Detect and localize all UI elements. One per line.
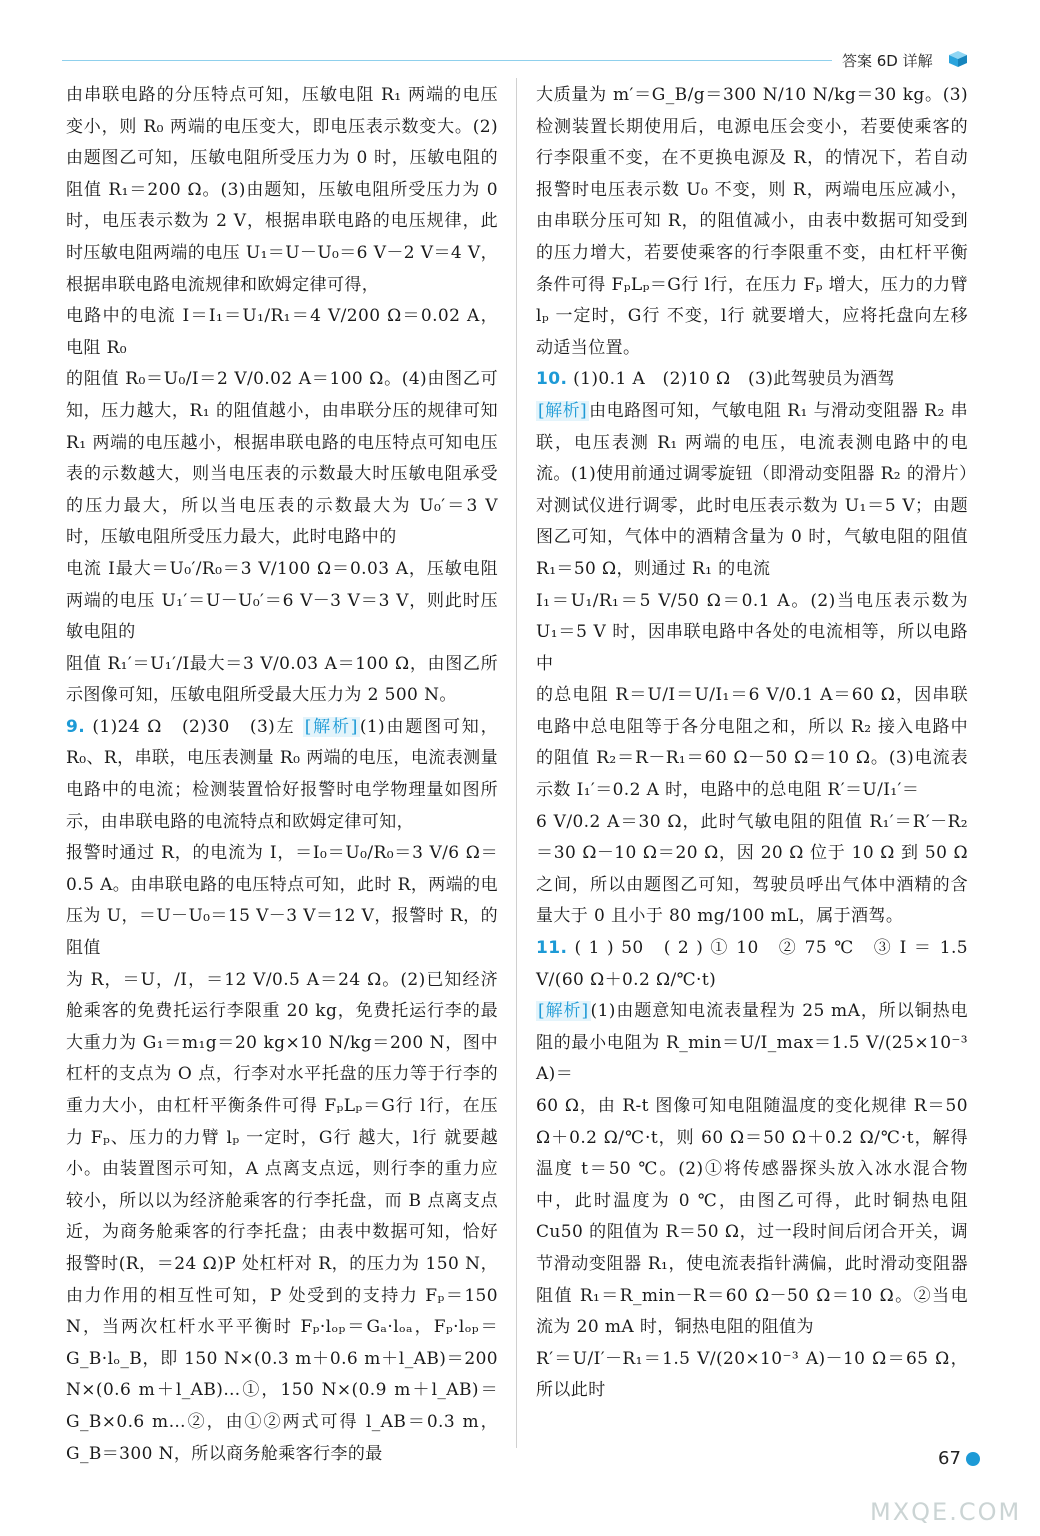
cube-icon [948,50,968,68]
paragraph: 电流 I最大＝U₀′/R₀＝3 V/100 Ω＝0.03 A，压敏电阻两端的电压 U₁′＝U－U₀′＝6 V－3 V＝3 V，则此时压敏电阻的 [66,558,498,643]
question-10 [536,364,968,396]
analysis-tag: [解析] [538,1001,589,1022]
paragraph: 阻值 R₁′＝U₁′/I最大＝3 V/0.03 A＝100 Ω，由图乙所示图像可知，压敏电阻所受最大压力为 2 500 N。 [66,653,498,706]
paragraph: 的总电阻 R＝U/I＝U/I₁＝6 V/0.1 A＝60 Ω，因串联电路中总电阻等于各分电阻之和，所以 R₂ 接入电路中的阻值 R₂＝R－R₁＝60 Ω－50 Ω＝10 Ω。(3)电流表示数 I₁′＝0.2 A 时，电路中的总电阻 R′＝U/I₁′＝ [536,685,968,801]
left-column [66,80,498,1470]
analysis-block [536,996,968,1091]
analysis-tag: [解析] [538,400,588,421]
paragraph: 6 V/0.2 A＝30 Ω，此时气敏电阻的阻值 R₁′＝R′－R₂＝30 Ω－10 Ω＝20 Ω，因 20 Ω 位于 10 Ω 到 50 Ω 之间，所以由题图乙可知，驾驶员呼出气体中酒精的含量大于 0 且小于 80 mg/100 mL，属于酒驾。 [536,811,968,927]
header-rule [62,60,832,61]
question-11 [536,933,968,996]
question-answers: ( 1 ) 50 ( 2 ) ① 10 ② 75 ℃ ③ I ＝ 1.5 V/(60 Ω＋0.2 Ω/℃·t) [536,938,968,990]
question-answers: (1)24 Ω (2)30 (3)左 [92,716,296,737]
analysis-block [536,396,968,586]
question-number: 11. [536,938,568,959]
question-number: 10. [536,369,568,390]
analysis-text: (1)由题意知电流表量程为 25 mA，所以铜热电阻的最小电阻为 R_min＝U/I_max＝1.5 V/(25×10⁻³ A)＝ [536,1001,968,1085]
question-number: 9. [66,716,86,737]
paragraph: 报警时通过 R，的电流为 I，＝I₀＝U₀/R₀＝3 V/6 Ω＝0.5 A。由串联电路的电压特点可知，此时 R，两端的电压为 U，＝U－U₀＝15 V－3 V＝12 V，报警时 R，的阻值 [66,843,498,959]
page-dot-icon [966,1452,980,1466]
question-9 [66,712,498,838]
paragraph: 60 Ω，由 R-t 图像可知电阻随温度的变化规律 R＝50 Ω＋0.2 Ω/℃·t，则 60 Ω＝50 Ω＋0.2 Ω/℃·t，解得温度 t＝50 ℃。(2)①将传感器探头放入冰水混合物中，此时温度为 0 ℃，由图乙可得，此时铜热电阻 Cu50 的阻值为 R＝50 Ω，过一段时间后闭合开关，调节滑动变阻器 R₁，使电流表指针满偏，此时滑动变阻器阻值 R₁＝R_min－R＝60 Ω－50 Ω＝10 Ω。②当电流为 20 mA 时，铜热电阻的阻值为 [536,1096,968,1338]
analysis-text: 由电路图可知，气敏电阻 R₁ 与滑动变阻器 R₂ 串联，电压表测 R₁ 两端的电压，电流表测电路中的电流。(1)使用前通过调零旋钮（即滑动变阻器 R₂ 的滑片）对测试仪进行调零，此时电压表示数为 U₁＝5 V；由题图乙可知，气体中的酒精含量为 0 时，气敏电阻的阻值 R₁＝50 Ω，则通过 R₁ 的电流 [536,400,968,579]
paragraph: 为 R，＝U，/I，＝12 V/0.5 A＝24 Ω。(2)已知经济舱乘客的免费托运行李限重 20 kg，免费托运行李的最大重力为 G₁＝m₁g＝20 kg×10 N/kg＝200 N，图中杠杆的支点为 O 点，行李对水平托盘的压力等于行李的重力大小，由杠杆平衡条件可得 FₚLₚ＝G行 l行，在压力 Fₚ、压力的力臂 lₚ 一定时，G行 越大，l行 就要越小。由装置图示可知，A 点离支点远，则行李的重力应较小，所以以为经济舱乘客的行李托盘，而 B 点离支点近，为商务舱乘客的行李托盘；由表中数据可知，恰好报警时(R，＝24 Ω)P 处杠杆对 R，的压力为 150 N，由力作用的相互性可知，P 处受到的支持力 Fₚ＝150 N，当两次杠杆水平平衡时 Fₚ·lₒₚ＝Gₐ·lₒₐ，Fₚ·lₒₚ＝G_B·lₒ_B，即 150 N×(0.3 m＋0.6 m＋l_AB)＝200 N×(0.6 m＋l_AB)…①，150 N×(0.9 m＋l_AB)＝G_B×0.6 m…②，由①②两式可得 l_AB＝0.3 m，G_B＝300 N，所以商务舱乘客行李的最 [66,969,498,1464]
paragraph: R′＝U/I′－R₁＝1.5 V/(20×10⁻³ A)－10 Ω＝65 Ω，所以此时 [536,1348,968,1401]
header-label: 答案 6D 详解 [842,52,933,70]
analysis-tag: [解析] [304,716,358,737]
paragraph: I₁＝U₁/R₁＝5 V/50 Ω＝0.1 A。(2)当电压表示数为 U₁＝5 V 时，因串联电路中各处的电流相等，所以电路中 [536,590,968,674]
paragraph: 大质量为 m′＝G_B/g＝300 N/10 N/kg＝30 kg。(3)检测装置长期使用后，电源电压会变小，若要使乘客的行李限重不变，在不更换电源及 R，的情况下，若自动报警时电压表示数 U₀ 不变，则 R，两端电压应减小，由串联分压可知 R，的阻值减小，由表中数据可知受到的压力增大，若要使乘客的行李限重不变，由杠杆平衡条件可得 FₚLₚ＝G行 l行，在压力 Fₚ 增大，压力的力臂 lₚ 一定时，G行 不变，l行 就要增大，应将托盘向左移动适当位置。 [536,85,968,358]
paragraph: 电路中的电流 I＝I₁＝U₁/R₁＝4 V/200 Ω＝0.02 A，电阻 R₀ [66,306,498,358]
right-column [536,80,968,1407]
paragraph: 由串联电路的分压特点可知，压敏电阻 R₁ 两端的电压变小，则 R₀ 两端的电压变大，即电压表示数变大。(2)由题图乙可知，压敏电阻所受压力为 0 时，压敏电阻的阻值 R₁＝200 Ω。(3)由题知，压敏电阻所受压力为 0 时，电压表示数为 2 V，根据串联电路的电压规律，此时压敏电阻两端的电压 U₁＝U－U₀＝6 V－2 V＝4 V，根据串联电路电流规律和欧姆定律可得， [66,85,498,295]
column-divider [516,78,517,1448]
page-number: 67 [938,1448,961,1469]
analysis-text: (1)由题图可知，R₀、R，串联，电压表测量 R₀ 两端的电压，电流表测量电路中的电流；检测装置恰好报警时电学物理量如图所示，由串联电路的电流特点和欧姆定律可知， [66,716,498,832]
question-answers: (1)0.1 A (2)10 Ω (3)此驾驶员为酒驾 [573,369,896,390]
watermark: MXQE.COM [870,1498,1022,1526]
paragraph: 的阻值 R₀＝U₀/I＝2 V/0.02 A＝100 Ω。(4)由图乙可知，压力越大，R₁ 的阻值越小，由串联分压的规律可知 R₁ 两端的电压越小，根据串联电路的电压特点可知电压表的示数越大，则当电压表的示数最大时压敏电阻承受的压力最大，所以当电压表的示数最大为 U₀′＝3 V 时，压敏电阻所受压力最大，此时电路中的 [66,369,498,548]
